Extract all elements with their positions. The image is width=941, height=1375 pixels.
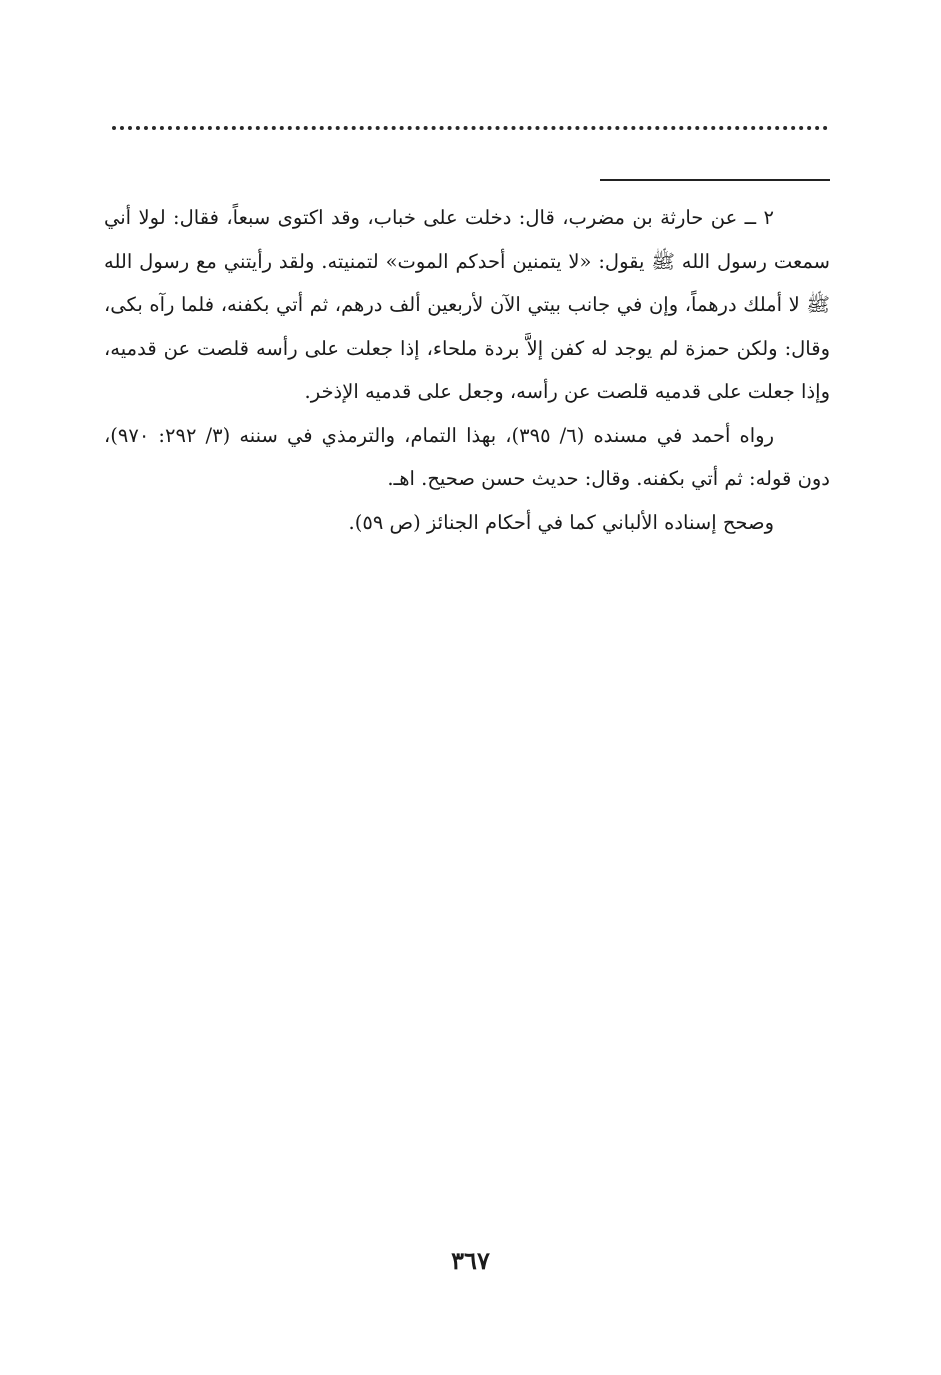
- footnote-authentication-text: وصحح إسناده الألباني كما في أحكام الجنائز (ص ٥٩).: [348, 510, 774, 534]
- footnote-hadith-text: ٢ ــ عن حارثة بن مضرب، قال: دخلت على خباب، وقد اكتوى سبعاً، فقال: لولا أني سمعت رسول الله ﷺ يقول: «لا يتمنين أحدكم الموت» لتمنيته. ولقد رأيتني مع رسول الله ﷺ لا أملك درهماً، وإن في جانب بيتي الآن لأربعين ألف درهم، ثم أتي بكفنه، فلما رآه بكى، وقال: ولكن حمزة لم يوجد له كفن إلاَّ بردة ملحاء، إذا جعلت على رأسه قلصت عن قدميه، وإذا جعلت على قدميه قلصت عن رأسه، وجعل على قدميه الإذخر.: [104, 206, 830, 403]
- footnote-block: [104, 196, 830, 544]
- page-number: ٣٦٧: [451, 1246, 490, 1275]
- footnote-source-text: رواه أحمد في مسنده (٦/ ٣٩٥)، بهذا التمام، والترمذي في سننه (٣/ ٢٩٢: ٩٧٠)، دون قوله: ثم أتي بكفنه. وقال: حديث حسن صحيح. اهـ.: [104, 423, 830, 490]
- footnote-separator-line: [600, 179, 830, 181]
- dotted-separator: [112, 126, 828, 130]
